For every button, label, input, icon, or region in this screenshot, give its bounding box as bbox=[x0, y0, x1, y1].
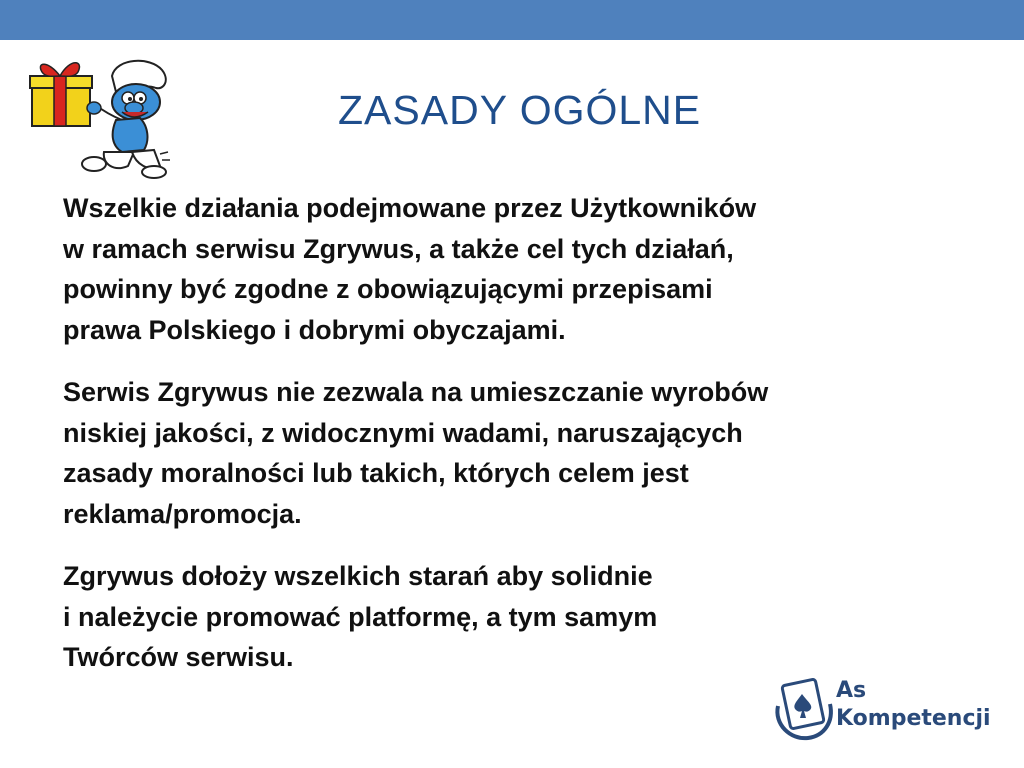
paragraph-2: Serwis Zgrywus nie zezwala na umieszczanie wyrobów niskiej jakości, z widocznymi wadami, naruszających zasady moralności lub takich, których celem jest reklama/promocja. bbox=[63, 377, 769, 529]
gift-mascot-icon bbox=[24, 54, 174, 180]
paragraph-3: Zgrywus dołoży wszelkich starań aby solidnie i należycie promować platformę, a tym samym Twórców serwisu. bbox=[63, 561, 658, 672]
logo-wordmark bbox=[836, 678, 991, 734]
paragraph-1: Wszelkie działania podejmowane przez Użytkowników w ramach serwisu Zgrywus, a także cel tych działań, powinny być zgodne z obowiązującymi przepisami prawa Polskiego i dobrymi obyczajami. bbox=[63, 193, 757, 345]
top-accent-bar bbox=[0, 0, 1024, 40]
slide-body bbox=[63, 188, 983, 700]
logo-line-1: As bbox=[836, 678, 867, 703]
logo-line-2: Kompetencji bbox=[836, 706, 991, 731]
slide-title: ZASADY OGÓLNE bbox=[338, 87, 702, 133]
